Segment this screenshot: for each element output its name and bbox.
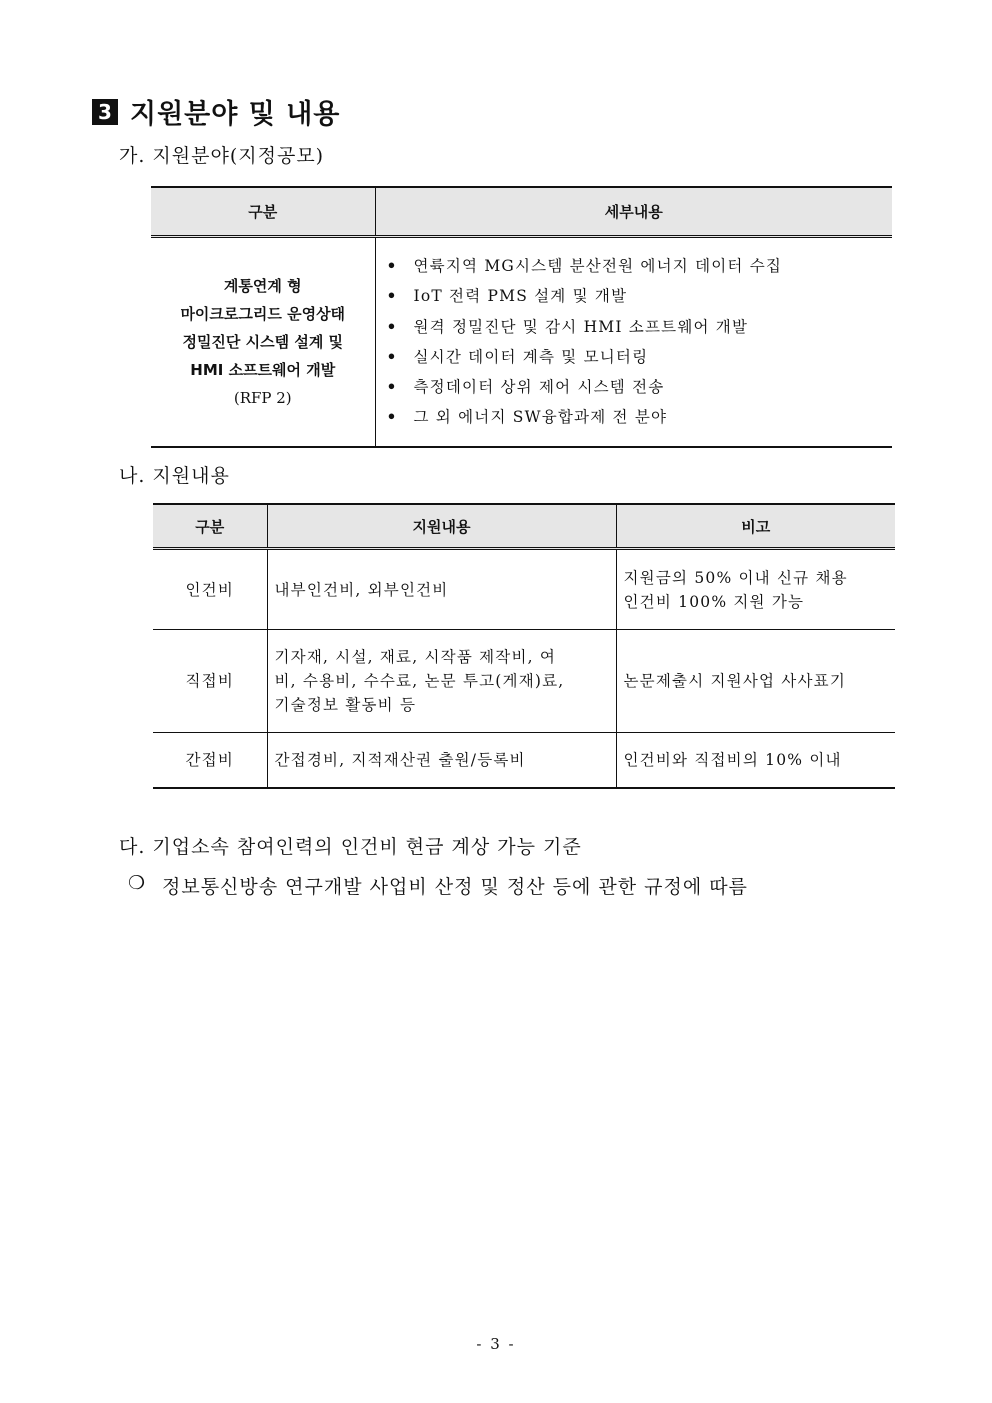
content-cell [267,630,616,733]
bullet-icon: • [386,256,398,275]
circle-bullet-icon: ❍ [128,872,147,894]
category-cell: 간접비 [153,733,267,788]
content-cell: 내부인건비, 외부인건비 [267,549,616,630]
table-header: 지원내용 [267,504,616,549]
subsection-c-title: 다. 기업소속 참여인력의 인건비 현금 계상 가능 기준 [119,836,582,858]
subsection-c-text: 정보통신방송 연구개발 사업비 산정 및 정산 등에 관한 규정에 따름 [162,876,748,898]
content-line: 기자재, 시설, 재료, 시작품 제작비, 여 [274,648,557,666]
table-header: 구분 [153,504,267,549]
table-row [153,549,895,630]
support-content-table [153,503,895,789]
table-header: 세부내용 [375,187,892,237]
section-title: 지원분야 및 내용 [130,99,341,130]
list-item [387,312,892,342]
list-item-text: 연륙지역 MG시스템 분산전원 에너지 데이터 수집 [413,257,783,275]
list-item-text: 원격 정밀진단 및 감시 HMI 소프트웨어 개발 [413,317,749,336]
note-cell: 논문제출시 지원사업 사사표기 [616,630,895,733]
list-item [387,251,892,281]
list-item-text: IoT 전력 PMS 설계 및 개발 [413,287,628,306]
subsection-a-title: 가. 지원분야(지정공모) [119,145,325,167]
table-row [153,630,895,733]
list-item-text: 그 외 에너지 SW융합과제 전 분야 [413,408,668,427]
bullet-icon: • [386,407,398,427]
list-item-text: 측정데이터 상위 제어 시스템 전송 [413,378,665,397]
content-line: 기술정보 활동비 등 [274,696,417,714]
detail-list [377,239,892,445]
list-item [387,281,892,311]
category-line: HMI 소프트웨어 개발 [190,360,336,379]
note-line: 지원금의 50% 이내 신규 채용 [623,568,848,587]
subsection-c-item [128,872,748,899]
category-cell [151,237,375,447]
note-cell [616,549,895,630]
category-line: 정밀진단 시스템 설계 및 [182,332,344,351]
category-cell: 직접비 [153,630,267,733]
table-row [153,733,895,788]
support-field-table [151,186,892,448]
table-header: 구분 [151,187,375,237]
bullet-icon: • [386,316,398,336]
bullet-icon: • [386,286,398,306]
bullet-icon: • [386,377,398,397]
list-item [387,402,892,432]
category-note: (RFP 2) [233,388,292,407]
subsection-b-title: 나. 지원내용 [119,465,230,487]
list-item-text: 실시간 데이터 계측 및 모니터링 [413,347,649,366]
list-item [387,342,892,372]
detail-cell [375,237,892,447]
category-line: 마이크로그리드 운영상태 [180,304,346,323]
list-item [387,372,892,402]
section-number-badge: 3 [92,99,118,125]
page-number: - 3 - [476,1335,516,1353]
content-line: 비, 수용비, 수수료, 논문 투고(게재)료, [274,672,565,690]
note-line: 인건비 100% 지원 가능 [623,592,805,611]
section-heading [92,92,340,131]
note-cell: 인건비와 직접비의 10% 이내 [616,733,895,788]
table-header: 비고 [616,504,895,549]
category-line: 계통연계 형 [223,276,302,295]
category-cell: 인건비 [153,549,267,630]
bullet-icon: • [386,346,398,366]
content-cell: 간접경비, 지적재산권 출원/등록비 [267,733,616,788]
